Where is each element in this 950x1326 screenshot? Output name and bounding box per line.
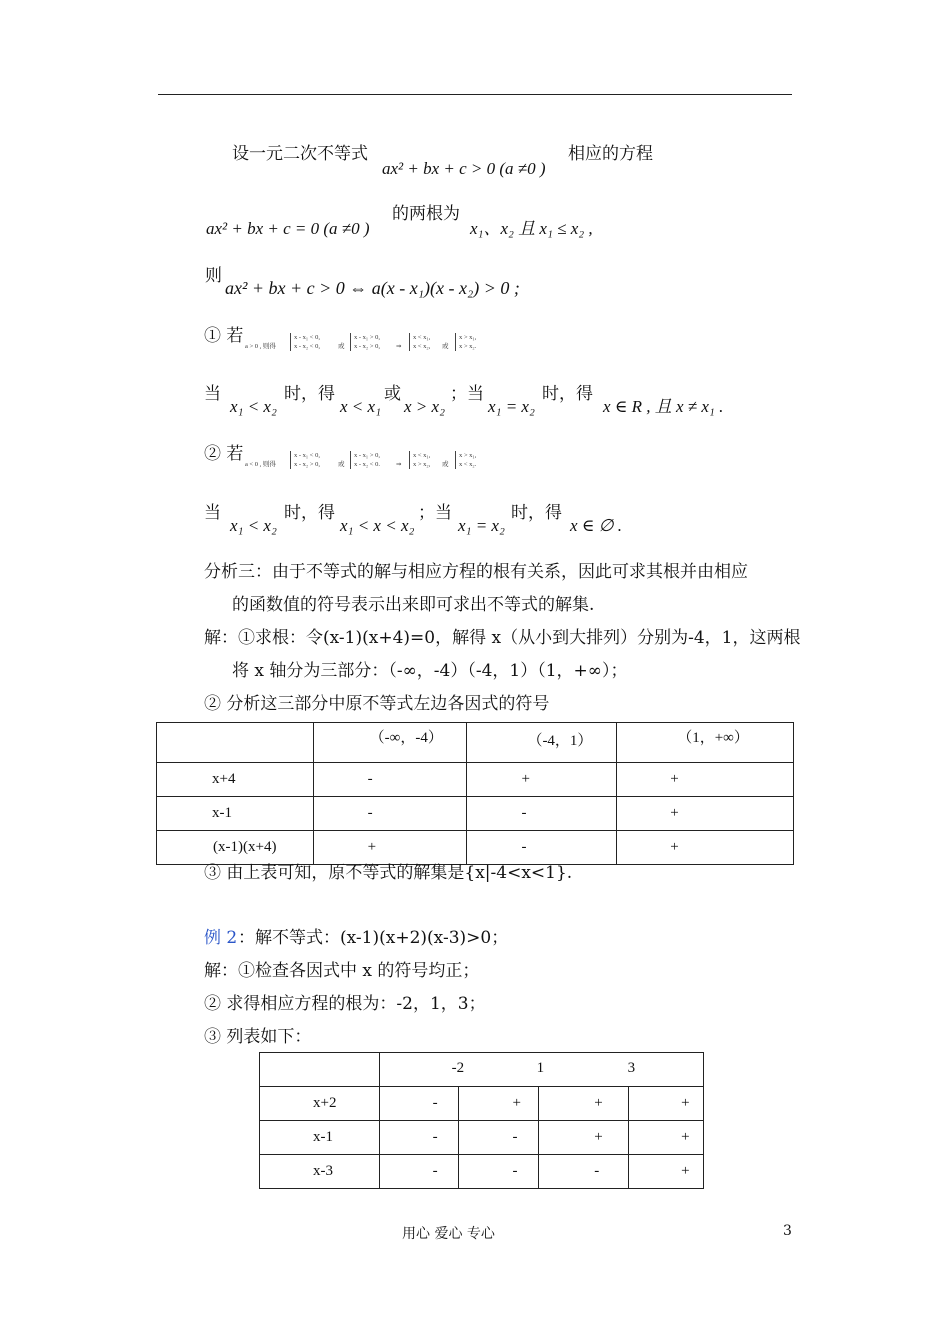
case2-when: 当	[204, 503, 221, 523]
equivalence-math: ax² + bx + c > 0 ⇔ a(x - x₁)(x - x₂) > 0 ;	[225, 278, 520, 298]
table-cell: -	[313, 797, 467, 831]
case2-cond1: x₁ < x₂	[230, 516, 277, 535]
table-cell: x-1	[260, 1121, 380, 1155]
root-label: 3	[627, 1060, 636, 1076]
table-cell: +	[629, 1121, 704, 1155]
case1-sys2: x - x₁ > 0, x - x₂ > 0,	[350, 333, 380, 351]
table-cell: -	[467, 831, 617, 865]
table-row	[157, 797, 794, 831]
case1-shi-de: 时，得	[284, 384, 335, 404]
case1-or2: 或	[442, 343, 449, 350]
case2-sol1: x₁ < x < x₂	[340, 516, 415, 535]
roots-math: x₁、x₂ 且 x₁ ≤ x₂ ,	[470, 219, 593, 238]
root-label: 1	[536, 1060, 545, 1076]
table-header-row	[260, 1053, 704, 1087]
table-cell: +	[629, 1155, 704, 1189]
intro-text-2: 相应的方程	[568, 144, 653, 164]
table-row	[260, 1087, 704, 1121]
solution1-line2: 将 x 轴分为三部分：（-∞，-4）（-4，1）（1，+∞）；	[232, 661, 628, 681]
table-cell: +	[539, 1087, 629, 1121]
table-cell: -	[459, 1155, 539, 1189]
footer-motto: 用心 爱心 专心	[402, 1226, 495, 1242]
example2-step1: 解：①检查各因式中 x 的符号均正；	[204, 961, 480, 981]
table-cell: -	[459, 1121, 539, 1155]
table-cell: (x-1)(x+4)	[157, 831, 314, 865]
case1-or: 或	[384, 384, 401, 404]
table-row	[260, 1121, 704, 1155]
case2-or1: 或	[338, 461, 345, 468]
table-header: （-∞，-4）	[313, 723, 467, 763]
case2-sys4: x > x₁, x < x₂.	[455, 451, 476, 469]
table-cell: +	[617, 831, 794, 865]
table-header: （-4，1）	[467, 723, 617, 763]
then-text: 则	[205, 266, 222, 286]
case2-implies: ⇒	[396, 461, 402, 468]
table-cell: -	[379, 1121, 459, 1155]
case1-sol1b: x > x₂	[404, 397, 445, 416]
sign-table-2	[259, 1052, 704, 1189]
root-label: -2	[451, 1060, 465, 1076]
case1-cond1: x₁ < x₂	[230, 397, 277, 416]
case2-shi-de2: 时，得	[511, 503, 562, 523]
table-cell: x-3	[260, 1155, 380, 1189]
case1-sys1: x - x₁ < 0, x - x₂ < 0,	[290, 333, 320, 351]
table-cell: -	[379, 1087, 459, 1121]
analysis3-line2: 的函数值的符号表示出来即可求出不等式的解集.	[232, 595, 595, 615]
table-cell: +	[459, 1087, 539, 1121]
page-number: 3	[783, 1223, 792, 1239]
header-rule	[158, 94, 792, 95]
case1-implies: ⇒	[396, 343, 402, 350]
table-corner	[260, 1053, 380, 1087]
table-header: （1，+∞）	[617, 723, 794, 763]
example2-label: 例 2	[204, 928, 238, 948]
table-row	[157, 763, 794, 797]
example2-step2: ② 求得相应方程的根为：-2，1，3；	[204, 994, 486, 1014]
solution1-line3: ② 分析这三部分中原不等式左边各因式的符号	[204, 694, 550, 714]
case2-shi-de: 时，得	[284, 503, 335, 523]
table-cell: +	[539, 1121, 629, 1155]
intro-math-1: ax² + bx + c > 0 (a ≠0 )	[382, 159, 546, 178]
table-cell: +	[313, 831, 467, 865]
case1-shi-de2: 时，得	[542, 384, 593, 404]
case2-sys1: x - x₁ < 0, x - x₂ > 0,	[290, 451, 320, 469]
case1-when: 当	[204, 384, 221, 404]
case2-or2: 或	[442, 461, 449, 468]
table-cell: -	[313, 763, 467, 797]
table-cell: +	[467, 763, 617, 797]
case2-semi-when: ；当	[418, 503, 452, 523]
table-corner	[157, 723, 314, 763]
case2-sys3: x < x₁, x > x₂,	[409, 451, 430, 469]
case1-cond2: x₁ = x₂	[488, 397, 535, 416]
case2-sol2: x ∈ ∅ .	[570, 516, 622, 535]
table-cell: -	[539, 1155, 629, 1189]
case2-sys2: x - x₁ > 0, x - x₂ < 0.	[350, 451, 380, 469]
case2-label: ② 若	[204, 444, 244, 464]
case1-label: ① 若	[204, 326, 244, 346]
intro-text-1: 设一元二次不等式	[232, 144, 368, 164]
sign-table-1	[156, 722, 794, 865]
table-row	[157, 831, 794, 865]
case1-sol2: x ∈ R , 且 x ≠ x₁ .	[603, 397, 724, 416]
table-cell: x+2	[260, 1087, 380, 1121]
solution1-conclusion: ③ 由上表可知，原不等式的解集是{x|-4<x<1}.	[204, 863, 573, 883]
table-cell: -	[467, 797, 617, 831]
case1-sys3: x < x₁, x < x₂,	[409, 333, 430, 351]
case1-sol1a: x < x₁	[340, 397, 381, 416]
table-cell: -	[379, 1155, 459, 1189]
case2-cond2: x₁ = x₂	[458, 516, 505, 535]
table-cell: +	[617, 797, 794, 831]
case1-semi-when: ；当	[450, 384, 484, 404]
case1-or1: 或	[338, 343, 345, 350]
table-row	[260, 1155, 704, 1189]
roots-text: 的两根为	[392, 204, 460, 224]
example2-step3: ③ 列表如下：	[204, 1027, 312, 1047]
case2-cond: a < 0 , 则得	[245, 461, 276, 468]
table-cell: +	[629, 1087, 704, 1121]
equation-math: ax² + bx + c = 0 (a ≠0 )	[206, 219, 370, 238]
case1-cond: a > 0 , 则得	[245, 343, 276, 350]
solution1-line1: 解：①求根：令(x-1)(x+4)=0，解得 x（从小到大排列）分别为-4，1，这两根	[204, 628, 801, 648]
case1-sys4: x > x₁, x > x₂.	[455, 333, 476, 351]
table-cell: x+4	[157, 763, 314, 797]
roots-header	[379, 1053, 703, 1087]
example2-question: ：解不等式：(x-1)(x+2)(x-3)>0；	[238, 928, 509, 948]
table-cell: x-1	[157, 797, 314, 831]
table-header-row	[157, 723, 794, 763]
analysis3-line1: 分析三：由于不等式的解与相应方程的根有关系，因此可求其根并由相应	[204, 562, 748, 582]
table-cell: +	[617, 763, 794, 797]
